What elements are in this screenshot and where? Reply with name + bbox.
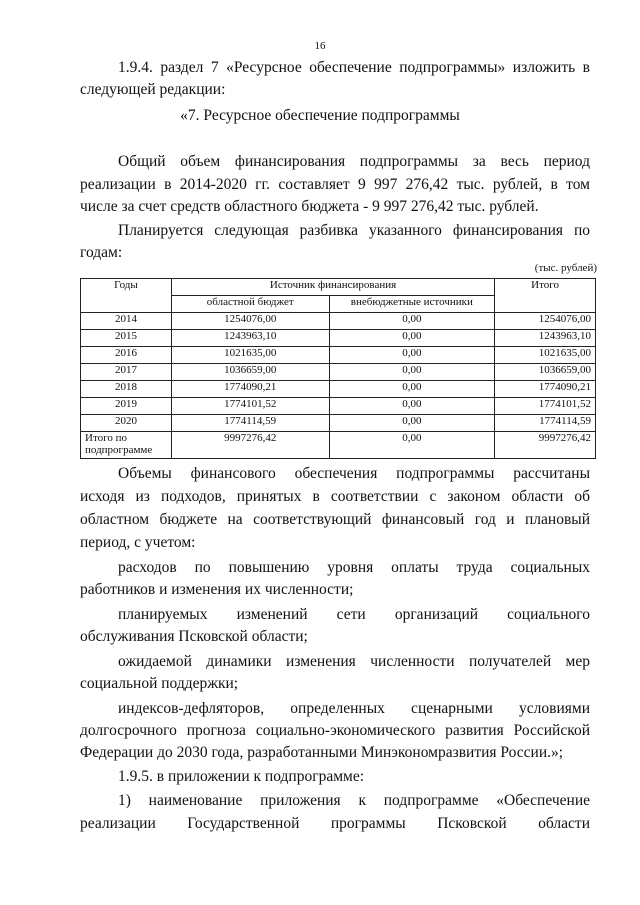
table-row	[81, 347, 596, 364]
paragraph-line: 1.9.5. в приложении к подпрограмме:	[118, 768, 365, 785]
year-cell: 2015	[81, 330, 172, 347]
paragraph-line: областном бюджете на соответствующий финансовый год и плановый	[80, 511, 590, 528]
year-cell: 2016	[81, 347, 172, 364]
table-row	[81, 313, 596, 330]
paragraph-line: Общий объем финансирования подпрограммы за весь период	[118, 153, 590, 170]
year-cell: 2020	[81, 415, 172, 432]
paragraph-line: работников и изменения их численности;	[80, 581, 354, 598]
header-regional-budget: областной бюджет	[171, 296, 329, 313]
regional-cell: 1774090,21	[171, 381, 329, 398]
header-years: Годы	[81, 279, 172, 313]
paragraph-line: годам:	[80, 244, 123, 261]
paragraph-line: реализации в 2014-2020 гг. составляет 9 997 276,42 тыс. рублей, в том	[80, 176, 590, 193]
table-total-row	[81, 432, 596, 459]
extra-cell: 0,00	[329, 398, 495, 415]
total-cell: 1021635,00	[495, 347, 596, 364]
paragraph-line: 1) наименование приложения к подпрограмме «Обеспечение	[118, 792, 590, 809]
table-row	[81, 364, 596, 381]
table-header-row	[81, 279, 596, 296]
regional-total-cell: 9997276,42	[171, 432, 329, 459]
paragraph-line: исходя из подходов, принятых в соответствии с законом области об	[80, 488, 590, 505]
table-row	[81, 398, 596, 415]
paragraph-line: Объемы финансового обеспечения подпрограммы рассчитаны	[118, 465, 590, 482]
paragraph-line: реализации Государственной программы Псковской области	[80, 815, 590, 832]
total-label-cell	[81, 432, 172, 459]
paragraph-line: Федерации до 2030 года, разработанными Минэкономразвития России.»;	[80, 744, 564, 761]
total-cell: 1254076,00	[495, 313, 596, 330]
total-cell: 1774090,21	[495, 381, 596, 398]
paragraph-line: расходов по повышению уровня оплаты труда социальных	[118, 559, 590, 576]
paragraph-line: социальной поддержки;	[80, 675, 239, 692]
header-total: Итого	[495, 279, 596, 313]
total-cell: 1243963,10	[495, 330, 596, 347]
extra-cell: 0,00	[329, 364, 495, 381]
total-cell: 1774114,59	[495, 415, 596, 432]
extra-cell: 0,00	[329, 330, 495, 347]
table-row	[81, 381, 596, 398]
paragraph-line: долгосрочного прогноза социально-экономического развития Российской	[80, 722, 590, 739]
page-number: 16	[314, 40, 326, 52]
header-extrabudgetary: внебюджетные источники	[329, 296, 495, 313]
regional-cell: 1243963,10	[171, 330, 329, 347]
table-row	[81, 415, 596, 432]
year-cell: 2018	[81, 381, 172, 398]
paragraph-line: ожидаемой динамики изменения численности получателей мер	[118, 653, 590, 670]
total-label-line: Итого по	[85, 432, 127, 444]
paragraph-line: индексов-дефляторов, определенных сценарными условиями	[118, 700, 590, 717]
paragraph-line: 1.9.4. раздел 7 «Ресурсное обеспечение подпрограммы» изложить в	[118, 59, 590, 76]
paragraph-line: следующей редакции:	[80, 81, 226, 98]
regional-cell: 1036659,00	[171, 364, 329, 381]
section-title: «7. Ресурсное обеспечение подпрограммы	[180, 107, 460, 124]
regional-cell: 1774114,59	[171, 415, 329, 432]
financing-table	[80, 278, 596, 459]
regional-cell: 1021635,00	[171, 347, 329, 364]
grand-total-cell: 9997276,42	[495, 432, 596, 459]
year-cell: 2019	[81, 398, 172, 415]
total-label-line: подпрограмме	[85, 444, 153, 456]
extra-cell: 0,00	[329, 415, 495, 432]
regional-cell: 1774101,52	[171, 398, 329, 415]
total-cell: 1774101,52	[495, 398, 596, 415]
paragraph-line: планируемых изменений сети организаций социального	[118, 606, 590, 623]
paragraph-line: период, с учетом:	[80, 534, 196, 551]
paragraph-line: обслуживания Псковской области;	[80, 628, 308, 645]
extra-cell: 0,00	[329, 381, 495, 398]
unit-label: (тыс. рублей)	[534, 262, 597, 274]
total-cell: 1036659,00	[495, 364, 596, 381]
paragraph-line: числе за счет средств областного бюджета - 9 997 276,42 тыс. рублей.	[80, 198, 539, 215]
regional-cell: 1254076,00	[171, 313, 329, 330]
extra-total-cell: 0,00	[329, 432, 495, 459]
table-row	[81, 330, 596, 347]
extra-cell: 0,00	[329, 347, 495, 364]
paragraph-line: Планируется следующая разбивка указанного финансирования по	[118, 222, 590, 239]
year-cell: 2014	[81, 313, 172, 330]
header-source: Источник финансирования	[171, 279, 494, 296]
year-cell: 2017	[81, 364, 172, 381]
extra-cell: 0,00	[329, 313, 495, 330]
